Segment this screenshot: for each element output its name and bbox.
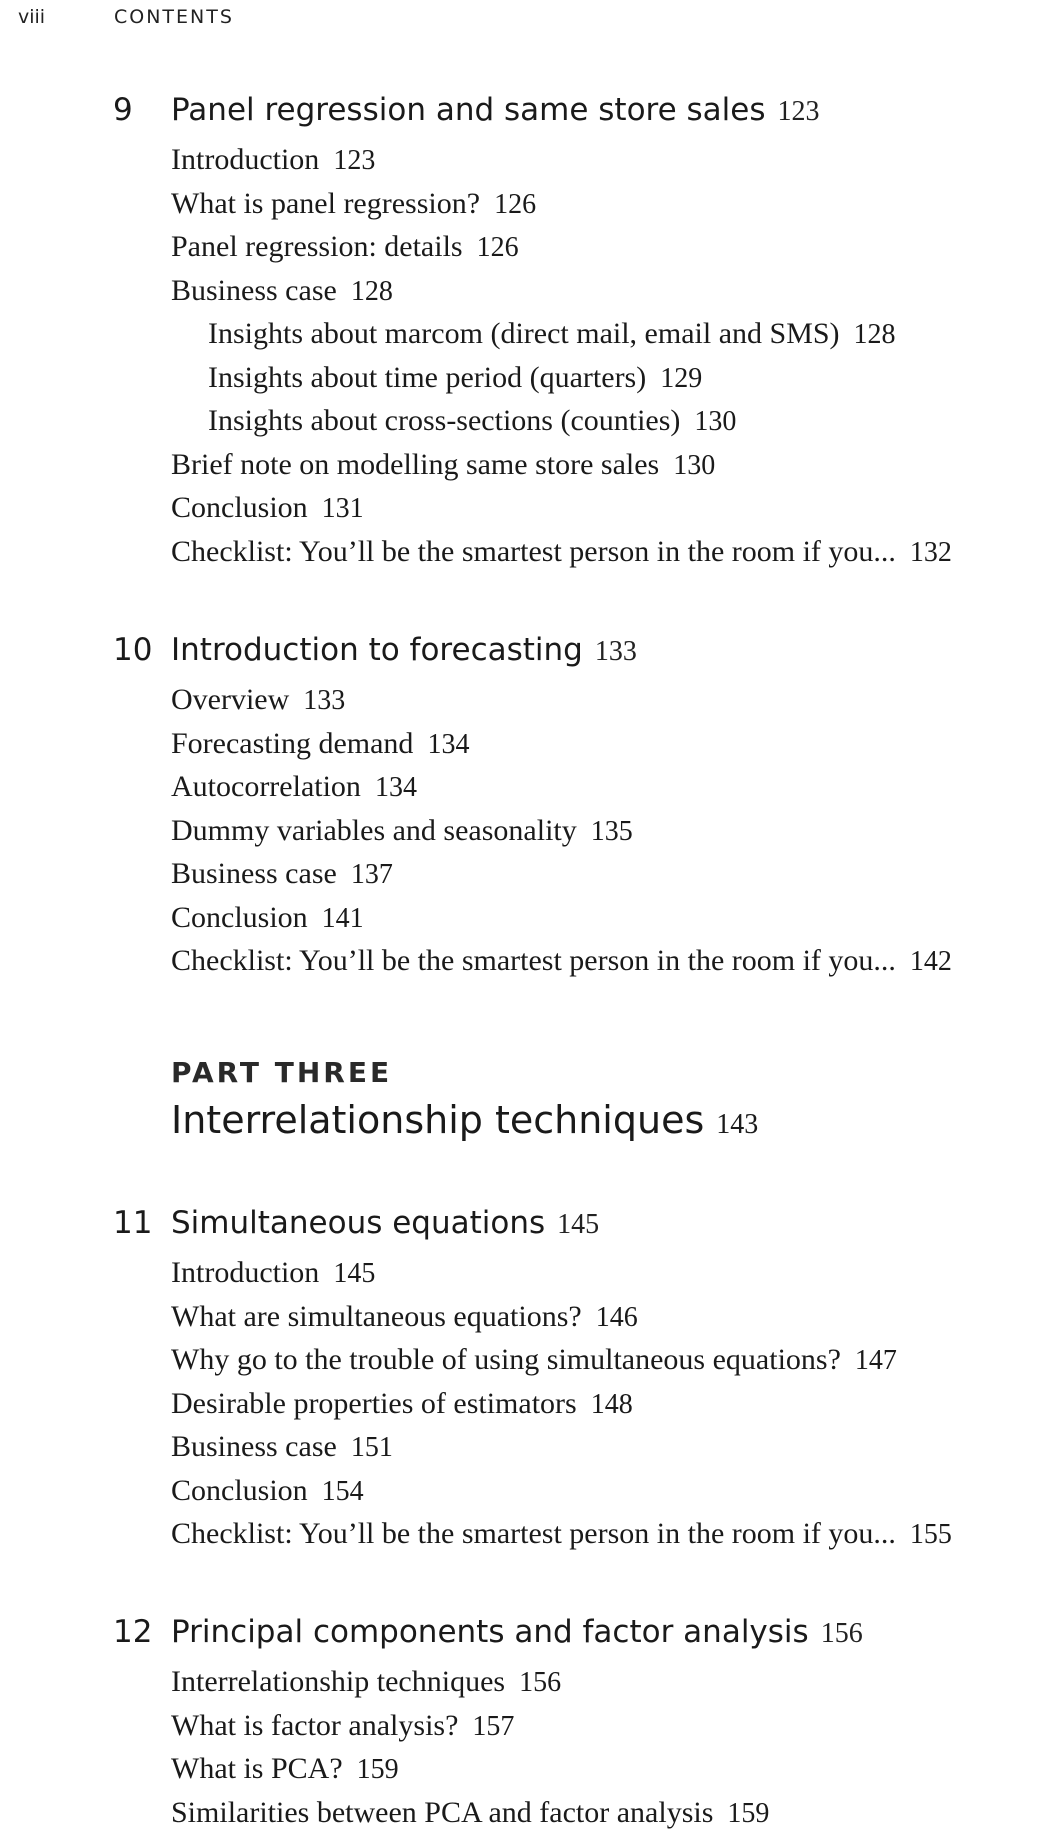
entry-title: Similarities between PCA and factor analysis — [171, 1795, 714, 1829]
toc-entry — [0, 1299, 1062, 1343]
page-number: viii — [18, 6, 46, 28]
entry-page: 128 — [350, 275, 393, 307]
entry-page: 147 — [854, 1345, 897, 1376]
entry-title: Desirable properties of estimators — [171, 1386, 577, 1420]
part-title: Interrelationship techniques — [171, 1098, 705, 1142]
entry-title: Panel regression: details — [171, 230, 463, 263]
chapter-11 — [0, 1205, 1062, 1560]
toc-entry — [0, 1473, 1062, 1517]
entry-page: 126 — [494, 188, 537, 220]
entry-page: 133 — [303, 685, 346, 716]
entry-page: 126 — [476, 232, 519, 263]
entry-page: 137 — [350, 859, 393, 890]
entry-title: Overview — [171, 683, 290, 716]
entry-page: 156 — [519, 1667, 562, 1698]
entry-title: Insights about marcom (direct mail, email and SMS) — [208, 317, 840, 350]
entry-page: 129 — [660, 362, 703, 394]
chapter-entries — [0, 682, 1062, 987]
entry-title: Business case — [171, 273, 337, 307]
toc-entry — [0, 1429, 1062, 1473]
toc-entry — [0, 1342, 1062, 1386]
toc-entry — [0, 900, 1062, 944]
chapter-number: 11 — [113, 1205, 153, 1241]
chapter-number: 10 — [113, 632, 153, 668]
part-page: 143 — [716, 1109, 759, 1140]
entry-title: Checklist: You’ll be the smartest person in the room if you... — [171, 1517, 896, 1550]
toc-entry — [0, 490, 1062, 534]
toc-entry — [0, 1708, 1062, 1752]
toc-entry — [0, 1516, 1062, 1560]
entry-page: 132 — [909, 536, 952, 568]
toc-entry — [0, 769, 1062, 813]
entry-title: Introduction — [171, 143, 320, 176]
entry-title: Business case — [171, 857, 337, 890]
chapter-heading — [0, 1614, 1062, 1664]
toc-entry — [0, 1751, 1062, 1795]
chapter-page: 156 — [820, 1618, 863, 1649]
entry-title: What is PCA? — [171, 1752, 343, 1785]
entry-page: 145 — [333, 1258, 376, 1289]
entry-page: 130 — [673, 449, 716, 481]
entry-page: 146 — [595, 1301, 638, 1333]
toc-entry — [0, 447, 1062, 491]
entry-title: Conclusion — [171, 900, 308, 934]
chapter-9 — [0, 92, 1062, 577]
chapter-heading — [0, 632, 1062, 682]
toc-entry — [0, 273, 1062, 317]
entry-page: 142 — [909, 946, 952, 977]
toc-entry — [0, 186, 1062, 230]
entry-title: Why go to the trouble of using simultaneous equations? — [171, 1343, 841, 1376]
chapter-heading — [0, 1205, 1062, 1255]
toc-entry — [0, 856, 1062, 900]
entry-title: Brief note on modelling same store sales — [171, 447, 660, 481]
entry-page: 128 — [853, 319, 896, 350]
entry-title: Insights about cross-sections (counties) — [208, 404, 681, 437]
toc-entry — [0, 534, 1062, 578]
chapter-number: 9 — [113, 92, 133, 128]
chapter-title: Simultaneous equations — [171, 1205, 546, 1241]
entry-page: 157 — [472, 1710, 515, 1742]
part-label: PART THREE — [171, 1056, 393, 1089]
entry-title: Conclusion — [171, 491, 308, 524]
entry-page: 151 — [350, 1432, 393, 1463]
entry-title: What is factor analysis? — [171, 1708, 459, 1742]
chapter-12 — [0, 1614, 1062, 1838]
chapter-10 — [0, 632, 1062, 987]
entry-title: Interrelationship techniques — [171, 1665, 506, 1698]
chapter-entries — [0, 142, 1062, 577]
entry-page: 135 — [590, 815, 633, 847]
entry-title: Introduction — [171, 1256, 320, 1289]
entry-page: 134 — [427, 728, 470, 760]
entry-page: 154 — [321, 1475, 364, 1507]
toc-entry — [0, 1255, 1062, 1299]
toc-entry — [0, 229, 1062, 273]
entry-title: Checklist: You’ll be the smartest person in the room if you... — [171, 534, 896, 568]
entry-title: Dummy variables and seasonality — [171, 813, 577, 847]
entry-page: 148 — [590, 1388, 633, 1420]
toc-entry — [0, 943, 1062, 987]
chapter-entries — [0, 1664, 1062, 1838]
entry-page: 159 — [356, 1754, 399, 1785]
chapter-page: 145 — [557, 1209, 600, 1240]
chapter-title: Introduction to forecasting — [171, 632, 583, 668]
chapter-page: 123 — [777, 96, 820, 127]
chapter-title: Principal components and factor analysis — [171, 1614, 809, 1650]
toc-entry — [0, 1795, 1062, 1839]
toc-entry — [0, 813, 1062, 857]
entry-title: Conclusion — [171, 1473, 308, 1507]
running-title: CONTENTS — [114, 6, 234, 28]
entry-page: 131 — [321, 493, 364, 524]
chapter-entries — [0, 1255, 1062, 1560]
entry-title: Checklist: You’ll be the smartest person in the room if you... — [171, 944, 896, 977]
entry-page: 123 — [333, 145, 376, 176]
toc-entry — [0, 1664, 1062, 1708]
entry-title: Autocorrelation — [171, 770, 361, 803]
chapter-number: 12 — [113, 1614, 153, 1650]
toc-entry — [0, 682, 1062, 726]
entry-title: Forecasting demand — [171, 726, 414, 760]
entry-title: Business case — [171, 1430, 337, 1463]
entry-page: 130 — [694, 406, 737, 437]
toc-subentry — [0, 316, 1062, 360]
entry-page: 155 — [909, 1519, 952, 1550]
entry-title: What are simultaneous equations? — [171, 1299, 582, 1333]
entry-page: 134 — [374, 772, 417, 803]
chapter-heading — [0, 92, 1062, 142]
entry-page: 159 — [727, 1797, 770, 1829]
chapter-title: Panel regression and same store sales — [171, 92, 766, 128]
entry-page: 141 — [321, 902, 364, 934]
chapter-page: 133 — [594, 636, 637, 667]
entry-title: What is panel regression? — [171, 186, 481, 220]
toc-entry — [0, 726, 1062, 770]
toc-subentry — [0, 360, 1062, 404]
toc-entry — [0, 1386, 1062, 1430]
part-heading — [171, 1052, 1031, 1142]
toc-subentry — [0, 403, 1062, 447]
toc-entry — [0, 142, 1062, 186]
entry-title: Insights about time period (quarters) — [208, 360, 647, 394]
